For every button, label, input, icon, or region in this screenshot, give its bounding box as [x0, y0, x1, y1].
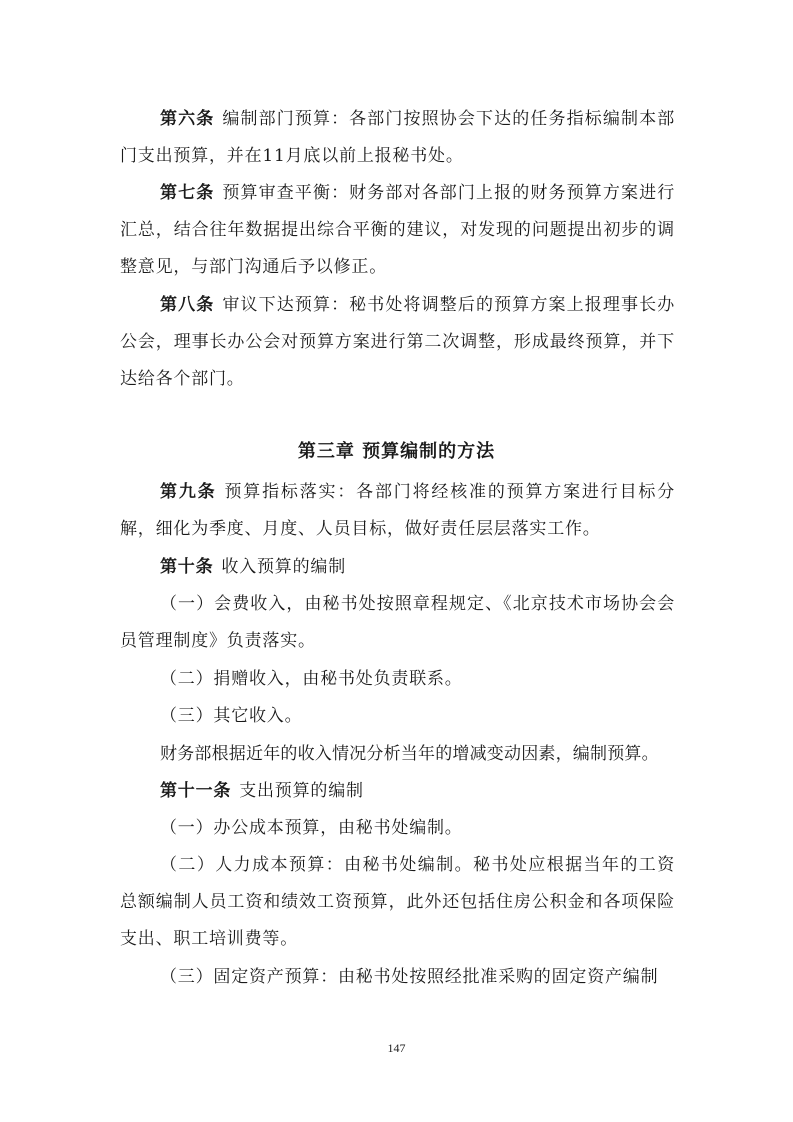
article-6-paragraph — [120, 101, 675, 175]
article-11-label: 第十一条 — [160, 781, 232, 801]
article-8-label: 第八条 — [160, 295, 215, 315]
article-9-text: 预算指标落实：各部门将经核准的预算方案进行目标分解，细化为季度、月度、人员目标，做好责任层层落实工作。 — [120, 482, 675, 539]
article-6-text: 编制部门预算：各部门按照协会下达的任务指标编制本部门支出预算，并在11月底以前上报秘书处。 — [120, 109, 675, 166]
income-item-3: （三）其它收入。 — [160, 706, 303, 726]
income-summary: 财务部根据近年的收入情况分析当年的增减变动因素，编制预算。 — [160, 744, 659, 764]
chapter-heading: 第三章 预算编制的方法 — [297, 441, 496, 462]
article-8-text: 审议下达预算：秘书处将调整后的预算方案上报理事长办公会，理事长办公会对预算方案进行第二次调整，形成最终预算，并下达给各个部门。 — [120, 295, 675, 389]
expense-item-2: （二）人力成本预算：由秘书处编制。秘书处应根据当年的工资总额编制人员工资和绩效工资预算，此外还包括住房公积金和各项保险支出、职工培训费等。 — [120, 855, 675, 949]
article-7-text: 预算审查平衡：财务部对各部门上报的财务预算方案进行汇总，结合往年数据提出综合平衡的建议，对发现的问题提出初步的调整意见，与部门沟通后予以修正。 — [120, 183, 675, 277]
expense-item-1: （一）办公成本预算，由秘书处编制。 — [160, 818, 463, 838]
income-item-2: （二）捐赠收入，由秘书处负责联系。 — [160, 669, 463, 689]
article-9-paragraph — [120, 474, 675, 548]
article-10-paragraph — [120, 549, 675, 586]
article-11-text: 支出预算的编制 — [239, 781, 364, 801]
article-7-label: 第七条 — [160, 183, 215, 203]
article-10-label: 第十条 — [160, 557, 214, 577]
page-number: 147 — [387, 1041, 406, 1055]
article-9-label: 第九条 — [160, 482, 217, 502]
income-item-1: （一）会费收入，由秘书处按照章程规定、《北京技术市场协会会员管理制度》负责落实。 — [120, 594, 675, 651]
expense-item-3: （三）固定资产预算：由秘书处按照经批准采购的固定资产编制 — [160, 967, 659, 987]
article-10-text: 收入预算的编制 — [221, 557, 347, 577]
article-6-label: 第六条 — [160, 109, 215, 129]
article-8-paragraph — [120, 287, 675, 398]
article-11-paragraph — [120, 773, 675, 810]
article-7-paragraph — [120, 175, 675, 286]
